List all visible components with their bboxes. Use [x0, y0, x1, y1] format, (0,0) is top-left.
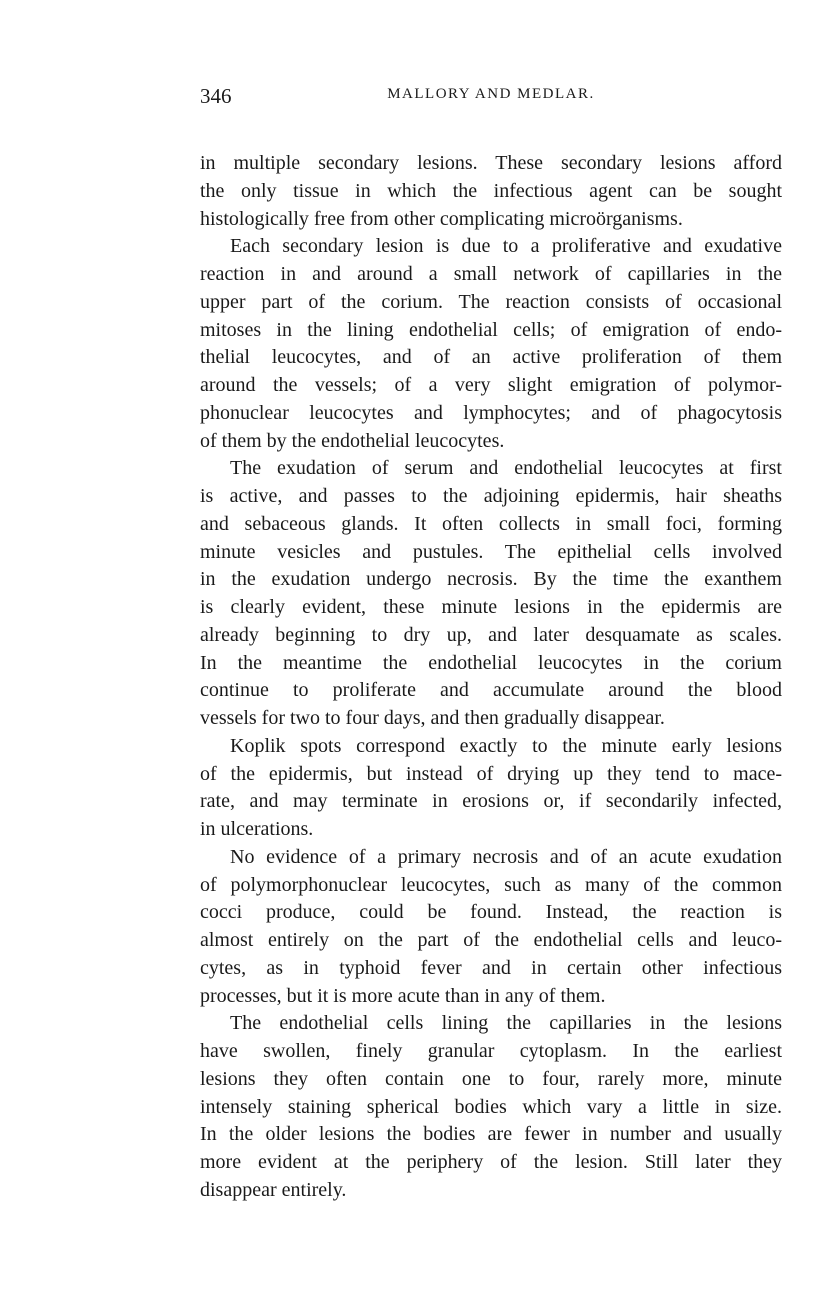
text-line: lesions they often contain one to four, rarely more, minute [200, 1067, 782, 1090]
text-line: phonuclear leucocytes and lymphocytes; and of phagocytosis [200, 401, 782, 424]
paragraph [200, 1010, 782, 1204]
text-line: thelial leucocytes, and of an active proliferation of them [200, 346, 782, 369]
text-line: have swollen, finely granular cytoplasm. In the earliest [200, 1040, 782, 1062]
text-line: more evident at the periphery of the lesion. Still later they [200, 1151, 782, 1173]
text-line: is active, and passes to the adjoining epidermis, hair sheaths [200, 485, 782, 507]
text-line: The exudation of serum and endothelial leucocytes at first [230, 457, 782, 480]
text-line: In the meantime the endothelial leucocytes in the corium [200, 651, 782, 674]
paragraph [200, 733, 782, 844]
text-line: Each secondary lesion is due to a proliferative and exudative [230, 235, 782, 258]
text-line: disappear entirely. [200, 1178, 347, 1201]
text-line: and sebaceous glands. It often collects in small foci, forming [200, 512, 782, 535]
text-line: in ulcerations. [200, 818, 314, 840]
text-line: Koplik spots correspond exactly to the minute early lesions [230, 734, 782, 757]
text-line: No evidence of a primary necrosis and of an acute exudation [230, 845, 782, 868]
text-line: the only tissue in which the infectious agent can be sought [200, 179, 782, 202]
paragraph [200, 150, 782, 233]
running-head: MALLORY AND MEDLAR. [387, 86, 595, 102]
paragraph [200, 844, 782, 1011]
text-line: almost entirely on the part of the endothelial cells and leuco- [200, 929, 782, 951]
text-line: is clearly evident, these minute lesions in the epidermis are [200, 596, 782, 618]
body-text [200, 150, 782, 1205]
text-line: around the vessels; of a very slight emigration of polymor- [200, 374, 782, 396]
paragraph [200, 455, 782, 733]
text-line: of the epidermis, but instead of drying up they tend to mace- [200, 762, 782, 785]
text-line: cytes, as in typhoid fever and in certain other infectious [200, 956, 782, 979]
paragraph [200, 233, 782, 455]
text-line: in multiple secondary lesions. These secondary lesions afford [200, 152, 782, 174]
text-line: intensely staining spherical bodies which vary a little in size. [200, 1095, 782, 1118]
text-line: mitoses in the lining endothelial cells; of emigration of endo- [200, 318, 782, 341]
page-header [200, 84, 782, 110]
text-line: continue to proliferate and accumulate around the blood [200, 679, 782, 702]
text-line: reaction in and around a small network of capillaries in the [200, 263, 782, 285]
text-line: minute vesicles and pustules. The epithelial cells involved [200, 540, 782, 563]
text-line: histologically free from other complicating microörganisms. [200, 207, 683, 230]
text-line: processes, but it is more acute than in any of them. [200, 984, 606, 1007]
text-line: of them by the endothelial leucocytes. [200, 429, 505, 452]
text-line: already beginning to dry up, and later desquamate as scales. [200, 623, 782, 646]
text-line: vessels for two to four days, and then gradually disappear. [200, 707, 665, 729]
text-line: rate, and may terminate in erosions or, if secondarily infected, [200, 790, 782, 813]
text-line: cocci produce, could be found. Instead, the reaction is [200, 901, 782, 924]
text-line: The endothelial cells lining the capillaries in the lesions [230, 1012, 782, 1035]
text-line: upper part of the corium. The reaction consists of occasional [200, 290, 782, 313]
text-line: of polymorphonuclear leucocytes, such as many of the common [200, 873, 782, 896]
text-line: In the older lesions the bodies are fewer in number and usually [200, 1123, 782, 1146]
text-line: in the exudation undergo necrosis. By the time the exanthem [200, 568, 782, 591]
page-number: 346 [200, 84, 232, 108]
